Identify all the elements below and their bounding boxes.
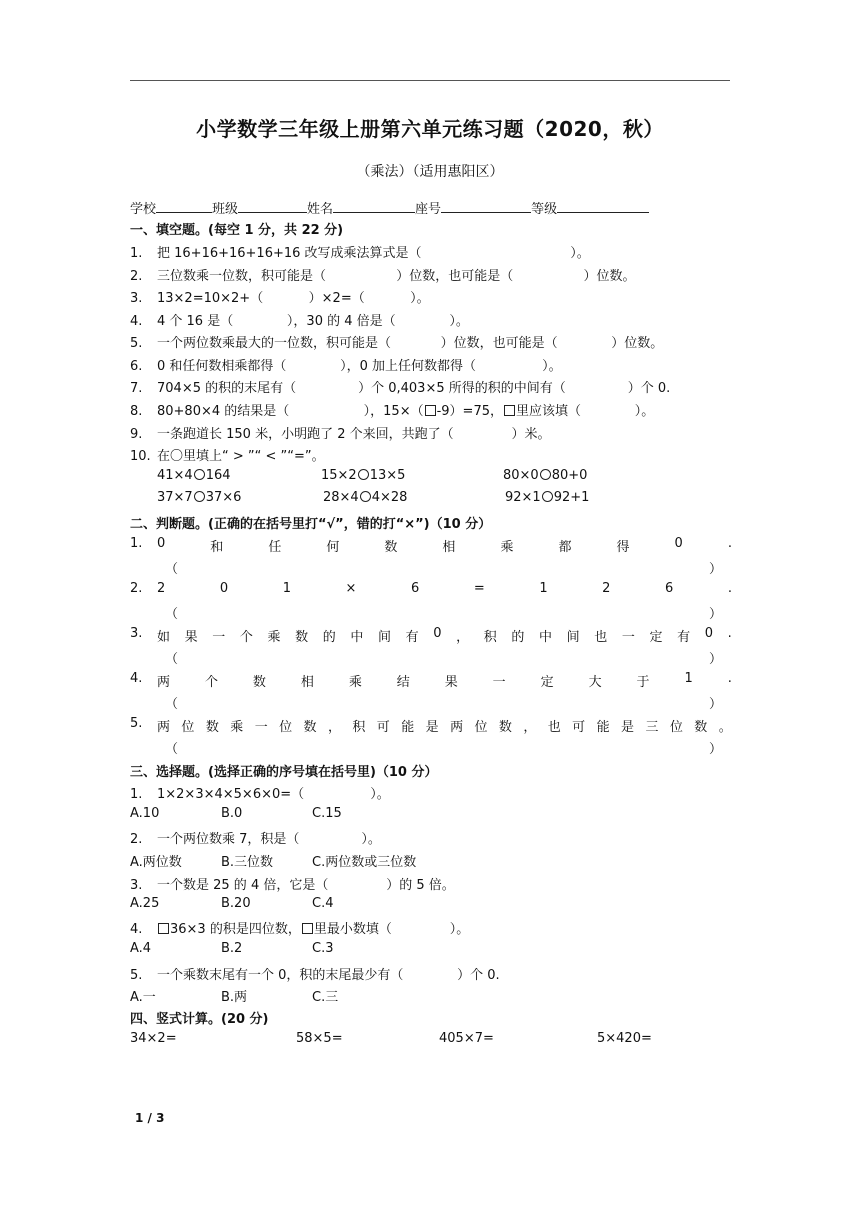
compare-item: 28×4 4×28 (323, 490, 408, 505)
question-number: 2. (130, 581, 143, 596)
option-b: B.三位数 (221, 855, 274, 870)
answer-parens[interactable]: （ ） (165, 652, 722, 667)
option-b: B.20 (221, 896, 251, 911)
question: 2. 一个两位数乘 7，积是（ ）。 (130, 832, 381, 847)
option-c: C.4 (312, 896, 334, 911)
name-label: 姓名 (307, 202, 334, 217)
option-a: A.25 (130, 896, 160, 911)
page-title: 小学数学三年级上册第六单元练习题（2020，秋） (196, 117, 664, 141)
tf-statement: 两 位 数 乘 一 位 数 ， 积 可 能 是 两 位 数 ， 也 可 能 是 三 位 数 。 (157, 720, 732, 735)
page-number: 1 / 3 (135, 1111, 165, 1125)
page-subtitle: （乘法）（适用惠阳区） (356, 164, 504, 180)
compare-item: 15×2 13×5 (321, 468, 406, 483)
section-vertical-calc-heading: 四、竖式计算。(20 分) (130, 1012, 269, 1027)
question: 1. 把 16+16+16+16+16 改写成乘法算式是（ ）。 (130, 246, 590, 261)
box-icon (302, 923, 313, 934)
school-field[interactable] (156, 200, 212, 213)
option-a: A.10 (130, 806, 160, 821)
section-choice-heading: 三、选择题。(选择正确的序号填在括号里)（10 分） (130, 765, 438, 780)
question: 9. 一条跑道长 150 米，小明跑了 2 个来回，共跑了（ ）米。 (130, 427, 551, 442)
section-fill-in-heading: 一、填空题。(每空 1 分，共 22 分) (130, 223, 344, 238)
option-a: A.两位数 (130, 855, 182, 870)
calc-item: 34×2= (130, 1031, 177, 1046)
answer-parens[interactable]: （ ） (165, 607, 722, 622)
seat-field[interactable] (441, 200, 531, 213)
question: 4. 4 个 16 是（ ），30 的 4 倍是（ ）。 (130, 314, 469, 329)
box-icon (504, 405, 515, 416)
option-b: B.两 (221, 990, 248, 1005)
box-icon (158, 923, 169, 934)
compare-item: 41×4 164 (157, 468, 231, 483)
class-label: 班级 (212, 202, 239, 217)
compare-item: 92×1 92+1 (505, 490, 590, 505)
name-field[interactable] (333, 200, 415, 213)
option-c: C.15 (312, 806, 342, 821)
calc-item: 5×420= (597, 1031, 652, 1046)
option-b: B.0 (221, 806, 243, 821)
question-number: 4. (130, 671, 143, 686)
grade-label: 等级 (531, 202, 558, 217)
circle-icon (194, 491, 205, 502)
circle-icon (542, 491, 553, 502)
option-a: A.4 (130, 941, 152, 956)
question-number: 5. (130, 716, 143, 731)
answer-parens[interactable]: （ ） (165, 562, 722, 577)
option-c: C.3 (312, 941, 334, 956)
tf-statement: 0 和 任 何 数 相 乘 都 得 0 . (157, 536, 732, 555)
tf-statement: 2 0 1 × 6 = 1 2 6 . (157, 581, 732, 596)
circle-icon (194, 469, 205, 480)
question: 3. 13×2=10×2+（ ）×2=（ ）。 (130, 291, 430, 306)
student-info-line (130, 198, 649, 217)
question: 8. 80+80×4 的结果是（ ），15×（ -9）=75， 里应该填（ ）。 (130, 404, 655, 419)
tf-statement: 如 果 一 个 乘 数 的 中 间 有 0 ， 积 的 中 间 也 一 定 有 0 . (157, 626, 732, 645)
question: 6. 0 和任何数相乘都得（ ），0 加上任何数都得（ ）。 (130, 359, 562, 374)
answer-parens[interactable]: （ ） (165, 742, 722, 757)
circle-icon (360, 491, 371, 502)
question: 3. 一个数是 25 的 4 倍，它是（ ）的 5 倍。 (130, 878, 455, 893)
box-icon (425, 405, 436, 416)
question: 10. 在〇里填上“ > ”“ < ”“=”。 (130, 449, 325, 464)
question: 5. 一个两位数乘最大的一位数，积可能是（ ）位数，也可能是（ ）位数。 (130, 336, 664, 351)
section-true-false-heading: 二、判断题。(正确的在括号里打“√”，错的打“×”)（10 分） (130, 517, 492, 532)
question: 7. 704×5 的积的末尾有（ ）个 0,403×5 所得的积的中间有（ ）个 0. (130, 381, 671, 396)
class-field[interactable] (238, 200, 307, 213)
answer-parens[interactable]: （ ） (165, 697, 722, 712)
circle-icon (358, 469, 369, 480)
school-label: 学校 (130, 202, 157, 217)
question: 4. 36×3 的积是四位数， 里最小数填（ ）。 (130, 922, 470, 937)
question-number: 1. (130, 536, 143, 551)
question: 1. 1×2×3×4×5×6×0=（ ）。 (130, 787, 390, 802)
tf-statement: 两 个 数 相 乘 结 果 一 定 大 于 1 . (157, 671, 732, 690)
circle-icon (540, 469, 551, 480)
calc-item: 405×7= (439, 1031, 494, 1046)
compare-item: 37×7 37×6 (157, 490, 242, 505)
compare-item: 80×0 80+0 (503, 468, 588, 483)
seat-label: 座号 (415, 202, 442, 217)
option-b: B.2 (221, 941, 243, 956)
question-number: 3. (130, 626, 143, 641)
calc-item: 58×5= (296, 1031, 343, 1046)
question: 2. 三位数乘一位数，积可能是（ ）位数，也可能是（ ）位数。 (130, 269, 636, 284)
option-c: C.两位数或三位数 (312, 855, 417, 870)
grade-field[interactable] (557, 200, 649, 213)
question: 5. 一个乘数末尾有一个 0，积的末尾最少有（ ）个 0. (130, 968, 500, 983)
option-c: C.三 (312, 990, 339, 1005)
header-rule (130, 80, 730, 81)
option-a: A.一 (130, 990, 156, 1005)
